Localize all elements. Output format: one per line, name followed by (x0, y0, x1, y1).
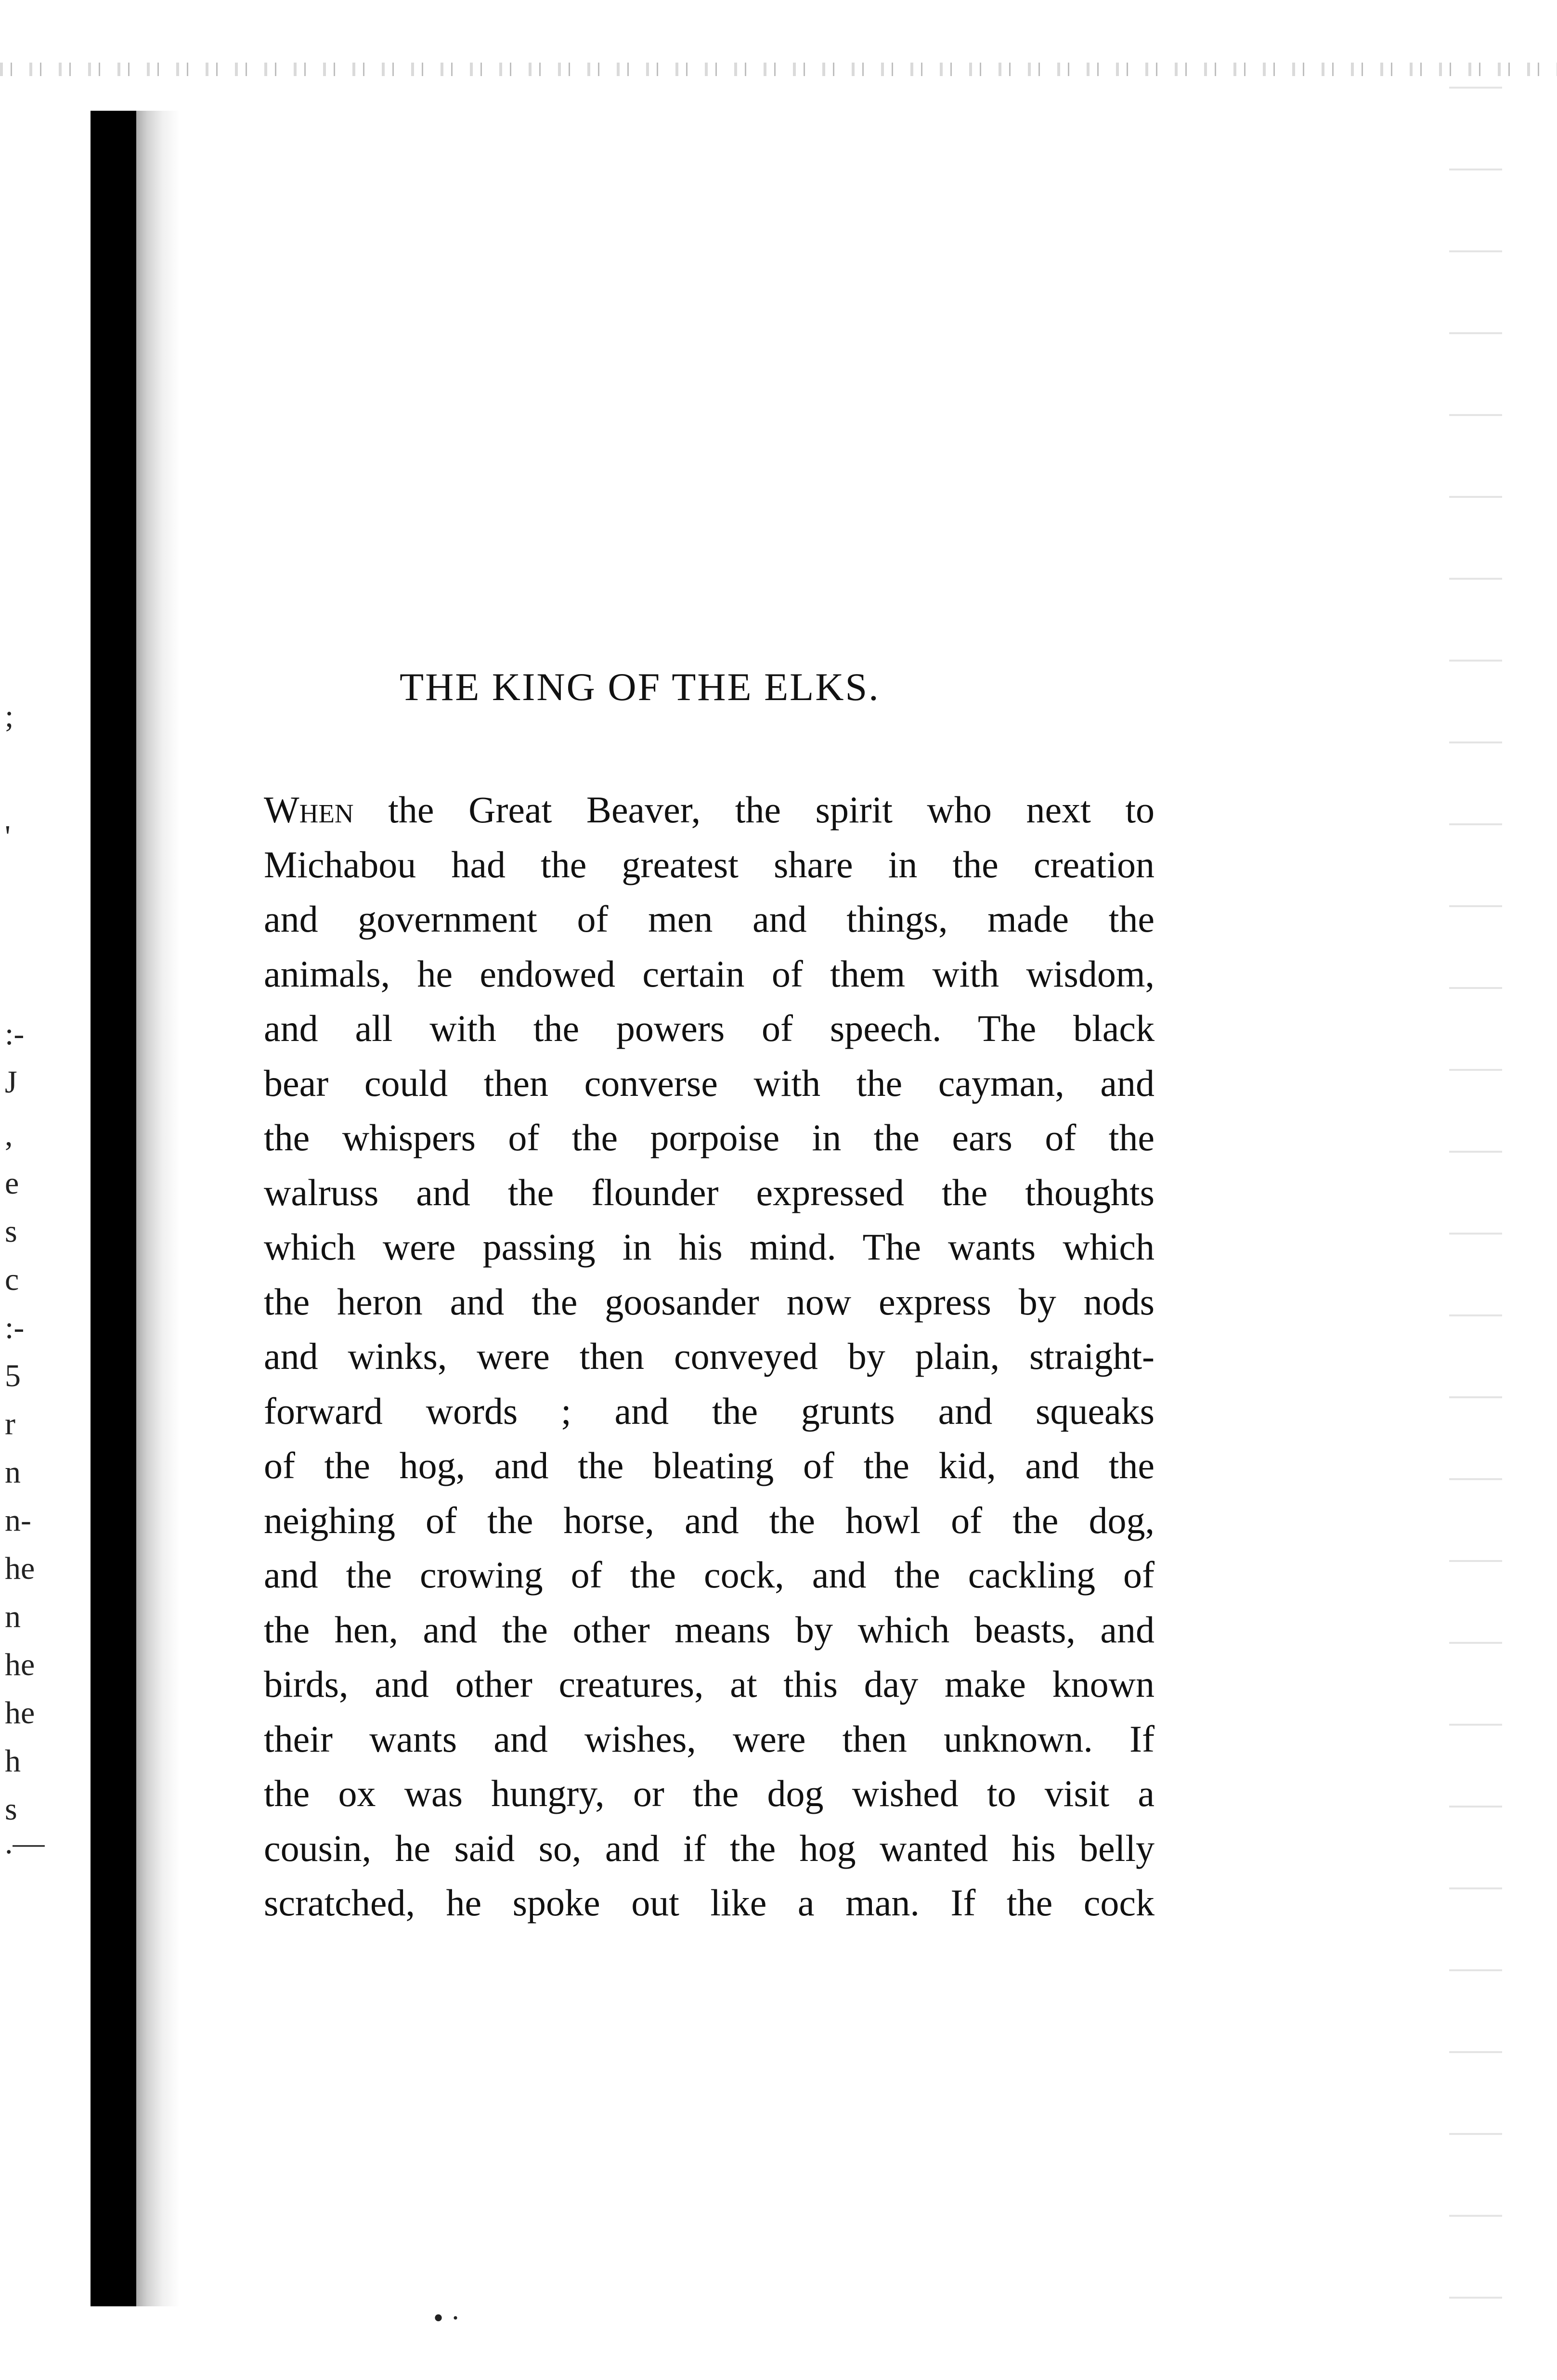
text-line: scratched, he spoke out like a man. If the cock (264, 1882, 1155, 1924)
text-line: neighing of the horse, and the howl of the dog, (264, 1499, 1155, 1541)
text-line: and all with the powers of speech. The black (264, 1007, 1155, 1049)
margin-fragment: n (5, 1455, 21, 1490)
text-line: and government of men and things, made the (264, 898, 1155, 940)
margin-fragment: h (5, 1743, 21, 1779)
text-line: of the hog, and the bleating of the kid, and the (264, 1444, 1155, 1486)
text-line: their wants and wishes, were then unknown. If (264, 1717, 1155, 1760)
margin-fragment: :- (5, 1310, 25, 1345)
margin-fragment: he (5, 1551, 35, 1586)
text-line: and winks, were then conveyed by plain, straight- (264, 1335, 1155, 1377)
text-line: the whispers of the porpoise in the ears of the (264, 1117, 1155, 1158)
margin-fragment: .— (5, 1825, 45, 1860)
margin-fragment: c (5, 1262, 19, 1297)
text-line: walruss and the flounder expressed the thoughts (264, 1171, 1155, 1213)
body-text (264, 782, 1155, 1930)
text-line: cousin, he said so, and if the hog wanted his belly (264, 1827, 1155, 1869)
margin-fragment: n (5, 1599, 21, 1634)
text-line: forward words ; and the grunts and squeaks (264, 1390, 1155, 1432)
margin-fragment: he (5, 1647, 35, 1682)
spine-shadow (136, 111, 180, 2306)
margin-fragment: , (5, 1118, 13, 1153)
chapter-title: THE KING OF THE ELKS. (400, 665, 880, 709)
margin-fragment: he (5, 1695, 35, 1730)
margin-fragment: J (5, 1065, 17, 1100)
margin-fragment: n- (5, 1503, 31, 1538)
text-line: the heron and the goosander now express by nods (264, 1280, 1155, 1323)
drop-word: When (264, 789, 354, 831)
margin-fragment: 5 (5, 1358, 21, 1393)
margin-fragment: r (5, 1406, 15, 1442)
text-line: birds, and other creatures, at this day make known (264, 1663, 1155, 1705)
text-line: animals, he endowed certain of them with wisdom, (264, 952, 1155, 995)
text-line: the ox was hungry, or the dog wished to visit a (264, 1772, 1155, 1814)
margin-fragment: s (5, 1214, 17, 1249)
text-line-content: the Great Beaver, the spirit who next to (353, 789, 1155, 831)
margin-fragment: s (5, 1792, 17, 1827)
text-line: and the crowing of the cock, and the cackling of (264, 1554, 1155, 1596)
bottom-scan-marks: • · (433, 2302, 460, 2334)
text-line: which were passing in his mind. The wants which (264, 1226, 1155, 1268)
margin-fragment: :- (5, 1016, 25, 1052)
text-line: the hen, and the other means by which beasts, and (264, 1608, 1155, 1651)
text-line: Michabou had the greatest share in the creation (264, 843, 1155, 885)
margin-fragment: e (5, 1166, 19, 1201)
margin-fragment: ; (5, 699, 14, 734)
scan-right-edge (1449, 67, 1502, 2330)
text-line (264, 782, 1155, 837)
spine-gutter (91, 111, 136, 2306)
text-line: bear could then converse with the cayman, and (264, 1062, 1155, 1104)
margin-fragment: ' (5, 819, 11, 854)
scan-top-edge (0, 63, 1557, 76)
